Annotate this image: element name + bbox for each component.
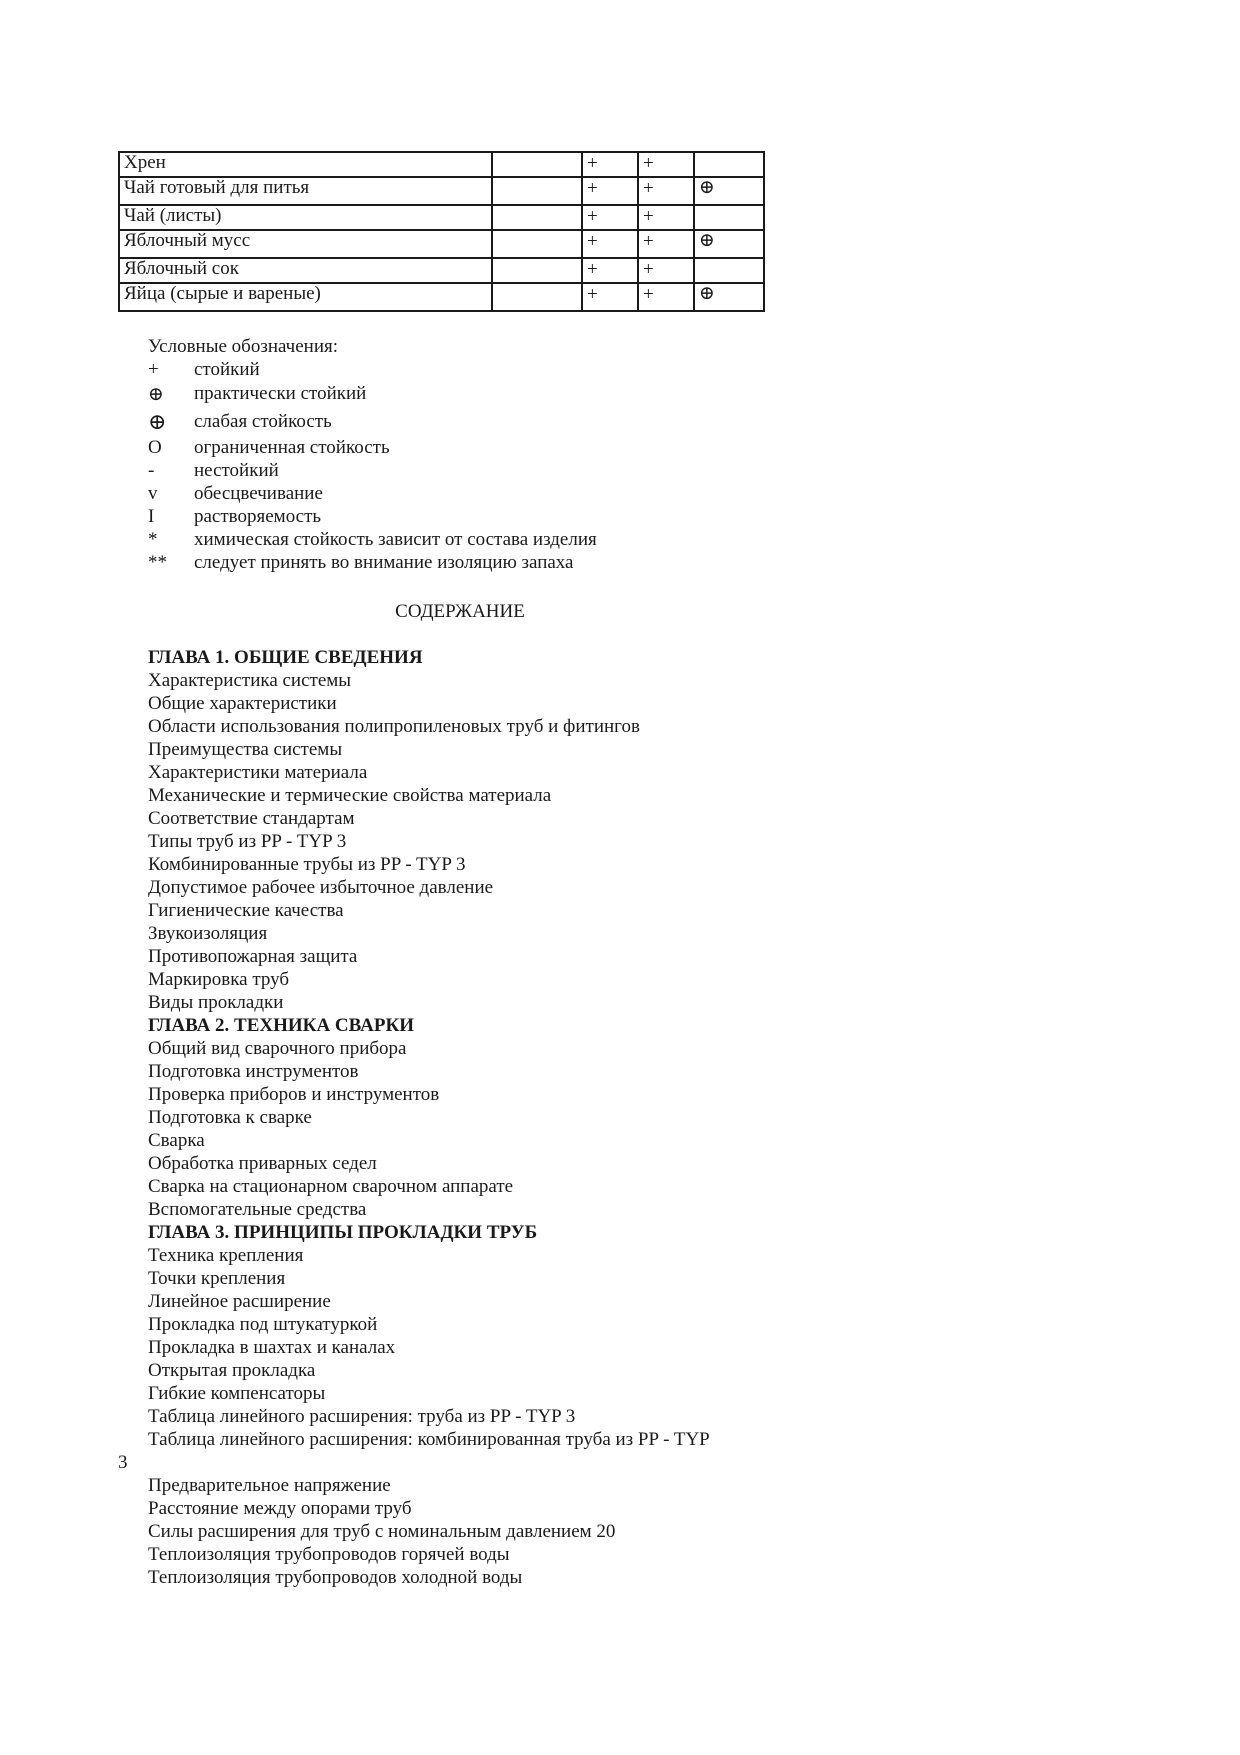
table-cell: +: [638, 230, 694, 258]
legend-item: [148, 460, 597, 482]
toc-item: Общий вид сварочного прибора: [148, 1038, 407, 1059]
table-cell: ⊕: [694, 283, 764, 311]
legend-item: [148, 358, 597, 381]
toc-item: Гибкие компенсаторы: [148, 1383, 326, 1404]
legend-symbol: *: [148, 528, 158, 550]
legend-item: [148, 381, 597, 407]
table-cell-name: Яблочный мусс: [119, 230, 492, 258]
toc-item: Подготовка инструментов: [148, 1061, 359, 1082]
toc-item: Обработка приварных седел: [148, 1153, 377, 1174]
toc-item: Силы расширения для труб с номинальным давлением 20: [148, 1521, 616, 1542]
table-cell-name: Яблочный сок: [119, 258, 492, 283]
toc-item-continuation: 3: [118, 1452, 128, 1473]
legend-item: [148, 551, 597, 574]
table-cell: [492, 152, 582, 177]
toc-item: Маркировка труб: [148, 969, 290, 990]
chapter-heading: ГЛАВА 3. ПРИНЦИПЫ ПРОКЛАДКИ ТРУБ: [148, 1222, 538, 1243]
table-row: [119, 258, 764, 283]
legend-text: растворяемость: [194, 505, 322, 527]
chapter-heading: ГЛАВА 2. ТЕХНИКА СВАРКИ: [148, 1015, 414, 1036]
table-cell: [492, 177, 582, 205]
legend-symbol: ⊕: [148, 383, 164, 405]
table-row: [119, 177, 764, 205]
table-cell: [492, 205, 582, 230]
toc-item: Сварка на стационарном сварочном аппарате: [148, 1176, 514, 1197]
legend-symbol: I: [148, 505, 155, 527]
table-cell: +: [638, 258, 694, 283]
contents-title: СОДЕРЖАНИЕ: [395, 601, 525, 622]
legend-title: Условные обозначения:: [148, 336, 339, 357]
legend-text: следует принять во внимание изоляцию запаха: [194, 551, 574, 573]
table-cell: +: [582, 205, 638, 230]
toc-item: Преимущества системы: [148, 739, 343, 760]
toc-item: Типы труб из PP - TYP 3: [148, 831, 347, 852]
legend-symbol: v: [148, 482, 158, 504]
toc-item: Проверка приборов и инструментов: [148, 1084, 440, 1105]
toc-item: Области использования полипропиленовых труб и фитингов: [148, 716, 640, 737]
table-cell: [694, 152, 764, 177]
table-of-contents: [118, 646, 710, 1589]
legend-symbol: ⊕: [148, 408, 167, 434]
table-cell: +: [638, 177, 694, 205]
legend-item: [148, 482, 597, 505]
table-cell: [694, 258, 764, 283]
toc-item: Прокладка в шахтах и каналах: [148, 1337, 396, 1358]
table-row: [119, 205, 764, 230]
toc-item: Подготовка к сварке: [148, 1107, 312, 1128]
table-cell: +: [582, 283, 638, 311]
toc-item: Общие характеристики: [148, 693, 337, 714]
table-row: [119, 230, 764, 258]
legend-symbol: -: [148, 460, 155, 481]
table-cell: +: [638, 283, 694, 311]
toc-item: Характеристики материала: [148, 762, 368, 783]
legend-text: практически стойкий: [194, 383, 367, 404]
toc-item: Характеристика системы: [148, 670, 352, 691]
toc-item: Предварительное напряжение: [148, 1475, 391, 1496]
table-cell-name: Яйца (сырые и вареные): [119, 283, 492, 311]
legend-symbol: **: [148, 551, 167, 573]
toc-item: Расстояние между опорами труб: [148, 1498, 412, 1519]
toc-item: Механические и термические свойства материала: [148, 785, 552, 806]
toc-item: Комбинированные трубы из PP - TYP 3: [148, 854, 466, 875]
table-cell: [492, 258, 582, 283]
table-cell: ⊕: [694, 230, 764, 258]
table-cell: ⊕: [694, 177, 764, 205]
toc-item: Теплоизоляция трубопроводов горячей воды: [148, 1544, 510, 1565]
toc-item: Виды прокладки: [148, 992, 284, 1013]
toc-item: Сварка: [148, 1130, 205, 1151]
toc-item: Звукоизоляция: [148, 923, 268, 944]
table-cell: [492, 230, 582, 258]
table-cell: +: [582, 177, 638, 205]
legend-item: [148, 505, 597, 528]
table-cell: +: [582, 152, 638, 177]
toc-item: Прокладка под штукатуркой: [148, 1314, 378, 1335]
toc-item: Соответствие стандартам: [148, 808, 355, 829]
table-cell-name: Чай (листы): [119, 205, 492, 230]
legend-text: обесцвечивание: [194, 482, 323, 504]
legend-item: [148, 528, 597, 551]
legend-text: стойкий: [194, 358, 260, 380]
toc-item: Вспомогательные средства: [148, 1199, 367, 1220]
toc-item: Гигиенические качества: [148, 900, 344, 921]
table-cell: [694, 205, 764, 230]
legend-text: химическая стойкость зависит от состава изделия: [194, 528, 597, 550]
table-row: [119, 283, 764, 311]
legend-text: слабая стойкость: [194, 410, 332, 432]
toc-item: Точки крепления: [148, 1268, 286, 1289]
toc-item: Линейное расширение: [148, 1291, 331, 1312]
chapter-heading: ГЛАВА 1. ОБЩИЕ СВЕДЕНИЯ: [148, 647, 423, 668]
table-cell: +: [638, 152, 694, 177]
table-cell-name: Чай готовый для питья: [119, 177, 492, 205]
table-cell: +: [638, 205, 694, 230]
toc-item: Противопожарная защита: [148, 946, 358, 967]
legend-symbol: +: [148, 358, 159, 380]
legend-item: [148, 436, 597, 460]
toc-item: Открытая прокладка: [148, 1360, 316, 1381]
table-cell: +: [582, 258, 638, 283]
toc-item: Допустимое рабочее избыточное давление: [148, 877, 494, 898]
legend-text: ограниченная стойкость: [194, 437, 390, 458]
toc-item-line: Таблица линейного расширения: комбинированная труба из PP - TYP: [148, 1429, 710, 1450]
table-row: [119, 152, 764, 177]
toc-item: Техника крепления: [148, 1245, 304, 1266]
toc-item: Теплоизоляция трубопроводов холодной воды: [148, 1567, 523, 1588]
legend: [148, 335, 597, 574]
toc-item: Таблица линейного расширения: труба из PP - TYP 3: [148, 1406, 576, 1427]
table-cell-name: Хрен: [119, 152, 492, 177]
resistance-table: [118, 151, 765, 312]
legend-symbol: O: [148, 437, 162, 458]
table-cell: +: [582, 230, 638, 258]
legend-text: нестойкий: [194, 460, 279, 481]
toc-item-wrapped: [118, 1428, 710, 1474]
table-cell: [492, 283, 582, 311]
legend-item: [148, 407, 597, 436]
